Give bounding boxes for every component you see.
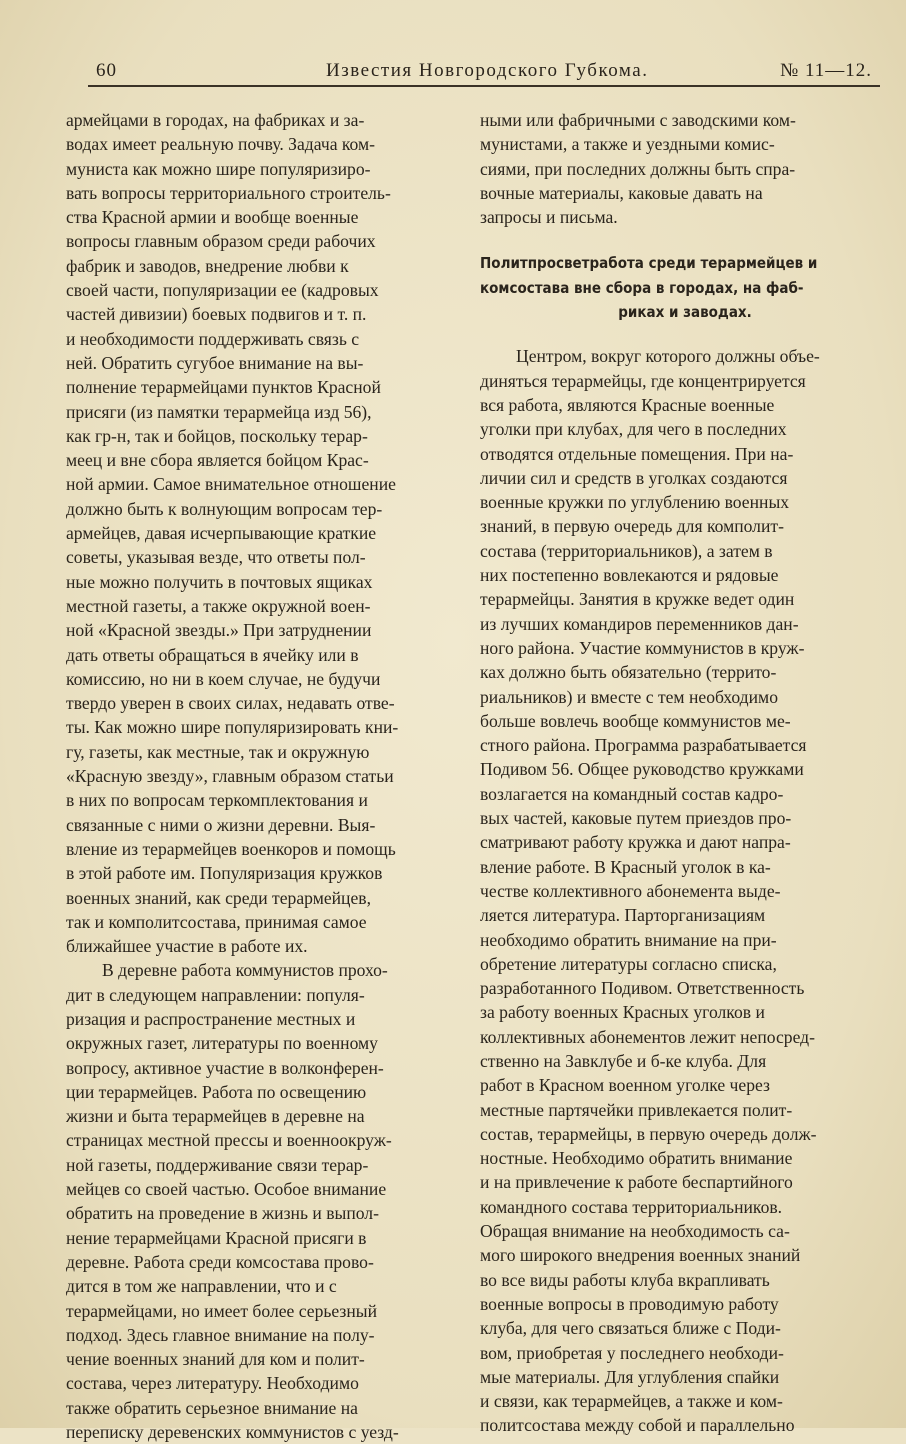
right-paragraph-2 xyxy=(480,344,890,1437)
text-line: мейцев со своей частью. Особое внимание xyxy=(66,1179,387,1200)
text-line: дит в следующем направлении: популя- xyxy=(66,984,365,1005)
text-line: стного района. Программа разрабатывается xyxy=(480,735,807,756)
text-line: армейцами в городах, на фабриках и за- xyxy=(66,110,365,130)
text-line: запросы и письма. xyxy=(480,207,618,228)
text-line: сматривают работу кружка и дают напра- xyxy=(480,832,791,853)
left-column xyxy=(66,108,460,1444)
text-line: из лучших командиров переменников дан- xyxy=(480,613,799,634)
text-line: них постепенно вовлекаются и рядовые xyxy=(480,565,779,586)
right-paragraph-1 xyxy=(480,108,890,229)
text-line: дится в том же направлении, что и с xyxy=(66,1276,337,1297)
text-line: состава, через литературу. Необходимо xyxy=(66,1373,359,1394)
text-line: ках должно быть обязательно (террито- xyxy=(480,662,777,683)
text-line: так и комполитсостава, принимая самое xyxy=(66,911,367,932)
text-line: командного состава территориальников. xyxy=(480,1196,783,1217)
text-line: чение военных знаний для ком и полит- xyxy=(66,1349,365,1370)
text-line: личии сил и средств в уголках создаются xyxy=(480,467,788,488)
issue-number: № 11—12. xyxy=(780,60,872,81)
text-line: переписку деревенских коммунистов с уезд- xyxy=(66,1422,399,1443)
text-line: в этой работе им. Популяризация кружков xyxy=(66,863,383,884)
text-line: вать вопросы территориального строитель- xyxy=(66,182,391,203)
text-line: ризация и распространение местных и xyxy=(66,1008,356,1029)
text-line: работ в Красном военном уголке через xyxy=(480,1075,770,1096)
text-line: клуба, для чего связаться ближе с Поди- xyxy=(480,1318,781,1339)
text-line: также обратить серьезное внимание на xyxy=(66,1397,358,1418)
page-header xyxy=(88,54,880,88)
text-line: вых частей, каковые путем приездов про- xyxy=(480,808,792,829)
text-line: мого широкого внедрения военных знаний xyxy=(480,1245,801,1266)
text-line: диняться терармейцы, где концентрируется xyxy=(480,370,806,391)
text-line: своей части, популяризации ее (кадровых xyxy=(66,280,379,301)
text-line: больше вовлечь вообще коммунистов ме- xyxy=(480,710,791,731)
text-line: терармейцами, но имеет более серьезный xyxy=(66,1300,378,1321)
text-line: ней. Обратить сугубое внимание на вы- xyxy=(66,352,364,373)
text-line: ными или фабричными с заводскими ком- xyxy=(480,110,796,130)
text-line: дать ответы обращаться в ячейку или в xyxy=(66,644,359,665)
text-line: отводятся отдельные помещения. При на- xyxy=(480,443,794,464)
text-line: ственно на Завклубе и б-ке клуба. Для xyxy=(480,1050,767,1071)
text-line: сиями, при последних должны быть спра- xyxy=(480,158,796,179)
text-line: ного района. Участие коммунистов в круж- xyxy=(480,637,805,658)
text-line: необходимо обратить внимание на при- xyxy=(480,929,777,950)
text-line: комиссию, но ни в коем случае, не будучи xyxy=(66,668,381,689)
text-line: и на привлечение к работе беспартийного xyxy=(480,1172,793,1193)
text-line: политсостава между собой и параллельно xyxy=(480,1415,795,1436)
text-line: возлагается на командный состав кадро- xyxy=(480,783,784,804)
text-line: частей дивизии) боевых подвигов и т. п. xyxy=(66,304,367,325)
text-line: меец и вне сбора является бойцом Крас- xyxy=(66,450,369,471)
text-line: ной армии. Самое внимательное отношение xyxy=(66,474,396,495)
text-line: присяги (из памятки терармейца изд 56), xyxy=(66,401,372,422)
text-line: военные кружки по углублению военных xyxy=(480,492,790,513)
text-line: жизни и быта терармейцев в деревне на xyxy=(66,1106,365,1127)
text-line: вление из терармейцев военкоров и помощь xyxy=(66,838,396,859)
heading-line: комсостава вне сбора в городах, на фаб- xyxy=(480,278,804,297)
text-line: ближайшее участие в работе их. xyxy=(66,936,308,957)
text-line: вопросу, активное участие в волконферен- xyxy=(66,1057,384,1078)
text-line: «Красную звезду», главным образом статьи xyxy=(66,766,394,787)
text-line: и необходимости поддерживать связь с xyxy=(66,328,360,349)
text-line: фабрик и заводов, внедрение любви к xyxy=(66,255,349,276)
text-line: ции терармейцев. Работа по освещению xyxy=(66,1081,367,1102)
section-heading xyxy=(480,251,890,324)
text-line: ты. Как можно шире популяризировать кни- xyxy=(66,717,399,738)
text-line: во все виды работы клуба вкрапливать xyxy=(480,1269,770,1290)
left-paragraph-1 xyxy=(66,108,460,958)
text-line: за работу военных Красных уголков и xyxy=(480,1002,765,1023)
text-line: муниста как можно шире популяризиро- xyxy=(66,158,371,179)
text-line: обратить на проведение в жизнь и выпол- xyxy=(66,1203,379,1224)
text-line: состав, терармейцы, в первую очередь долж- xyxy=(480,1123,817,1144)
right-column xyxy=(480,108,890,1438)
text-line: местные партячейки привлекается полит- xyxy=(480,1099,793,1120)
text-line: армейцев, давая исчерпывающие краткие xyxy=(66,523,377,544)
text-line: мунистами, а также и уездными комис- xyxy=(480,134,775,155)
text-line: страницах местной прессы и военноокруж- xyxy=(66,1130,392,1151)
text-line: обретение литературы согласно списка, xyxy=(480,953,777,974)
text-line: разработанного Подивом. Ответственность xyxy=(480,978,805,999)
text-line: вом, приобретая у последнего необходи- xyxy=(480,1342,784,1363)
text-line: терармейцы. Занятия в кружке ведет один xyxy=(480,589,795,610)
header-rule xyxy=(88,85,880,87)
text-line: вся работа, являются Красные военные xyxy=(480,394,775,415)
text-line: деревне. Работа среди комсостава прово- xyxy=(66,1251,374,1272)
journal-title: Известия Новгородского Губкома. xyxy=(326,60,649,81)
text-line: коллективных абонементов лежит непосред- xyxy=(480,1026,815,1047)
text-line: мые материалы. Для углубления спайки xyxy=(480,1366,780,1387)
text-line: ной «Красной звезды.» При затруднении xyxy=(66,620,372,641)
text-line: гу, газеты, как местные, так и окружную xyxy=(66,741,370,762)
text-line: Центром, вокруг которого должны объе- xyxy=(516,346,820,367)
text-line: в них по вопросам теркомплектования и xyxy=(66,790,368,811)
heading-line: риках и заводах. xyxy=(618,303,752,322)
text-line: вопросы главным образом среди рабочих xyxy=(66,231,376,252)
text-line: и связи, как терармейцев, а также и ком- xyxy=(480,1391,783,1412)
text-line: ностные. Необходимо обратить внимание xyxy=(480,1148,793,1169)
text-line: уголки при клубах, для чего в последних xyxy=(480,419,787,440)
text-line: вочные материалы, каковые давать на xyxy=(480,182,763,203)
text-line: связанные с ними о жизни деревни. Выя- xyxy=(66,814,376,835)
text-line: ства Красной армии и вообще военные xyxy=(66,207,359,228)
text-line: ные можно получить в почтовых ящиках xyxy=(66,571,373,592)
text-line: знаний, в первую очередь для комполит- xyxy=(480,516,784,537)
text-line: состава (территориальников), а затем в xyxy=(480,540,773,561)
text-line: Подивом 56. Общее руководство кружками xyxy=(480,759,804,780)
page-number: 60 xyxy=(96,60,117,81)
left-paragraph-2 xyxy=(66,958,460,1444)
text-line: полнение терармейцами пунктов Красной xyxy=(66,377,381,398)
text-line: ной газеты, поддерживание связи терар- xyxy=(66,1154,369,1175)
text-line: риальников) и вместе с тем необходимо xyxy=(480,686,778,707)
text-line: должно быть к волнующим вопросам тер- xyxy=(66,498,383,519)
text-line: ляется литература. Парторганизациям xyxy=(480,905,766,926)
text-line: местной газеты, а также окружной воен- xyxy=(66,595,371,616)
text-line: нение терармейцами Красной присяги в xyxy=(66,1227,367,1248)
text-line: водах имеет реальную почву. Задача ком- xyxy=(66,134,376,155)
text-line: честве коллективного абонемента выде- xyxy=(480,880,781,901)
text-line: окружных газет, литературы по военному xyxy=(66,1033,378,1054)
text-line: Обращая внимание на необходимость са- xyxy=(480,1221,790,1242)
text-line: как гр-н, так и бойцов, поскольку терар- xyxy=(66,425,368,446)
text-line: вление работе. В Красный уголок в ка- xyxy=(480,856,771,877)
text-line: военных знаний, как среди терармейцев, xyxy=(66,887,371,908)
text-line: твердо уверен в своих силах, недавать отве- xyxy=(66,693,395,714)
text-line: подход. Здесь главное внимание на полу- xyxy=(66,1324,375,1345)
heading-line: Политпросветработа среди терармейцев и xyxy=(480,254,818,273)
text-line: В деревне работа коммунистов прохо- xyxy=(102,960,388,981)
text-line: военные вопросы в проводимую работу xyxy=(480,1293,779,1314)
text-line: советы, указывая везде, что ответы пол- xyxy=(66,547,366,568)
